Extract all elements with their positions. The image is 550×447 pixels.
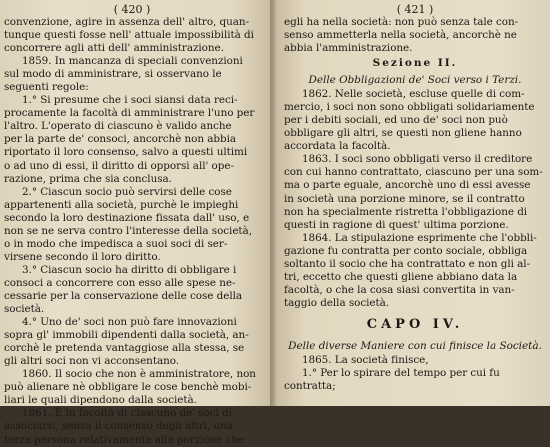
left-page-number: ( 420 ) [113, 3, 151, 16]
right-page [272, 0, 550, 406]
text-line: terza persona relativamente alla porzione che [4, 433, 245, 446]
text-line: 1864. La stipulazione esprimente che l'obbli- [302, 231, 537, 244]
text-line: 1.° Per lo spirare del tempo per cui fu [302, 366, 500, 379]
text-line: cessarie per la conservazione delle cose della [4, 289, 243, 302]
right-page-number: ( 421 ) [396, 3, 434, 16]
chapter-body [284, 354, 546, 393]
text-line: non se ne serva contro l'interesse della società, [4, 224, 252, 237]
text-line: 2.° Ciascun socio può servirsi delle cose [22, 185, 232, 198]
text-line: gli altri soci non vi acconsentano. [4, 355, 180, 368]
text-line: egli ha nella società: non può senza tale con- [284, 16, 519, 28]
text-line: contratta; [284, 380, 336, 393]
chapter-subheading: Delle diverse Maniere con cui finisce la Società. [288, 339, 542, 352]
text-line: riportato il loro consenso, salvo a questi ultimi [4, 146, 248, 159]
text-line: questi in ragione di quest' ultima porzione. [284, 218, 509, 231]
text-line: facoltà, o che la cosa siasi convertita in van- [284, 283, 515, 296]
text-line: 1.° Si presume che i soci siansi data reci- [22, 94, 238, 107]
left-page-body [4, 16, 260, 447]
text-line: tri, eccetto che questi gliene abbiano data la [284, 270, 518, 283]
text-line: o ad uno di essi, il diritto di opporsi all' ope- [4, 159, 234, 172]
text-line: 1859. In mancanza di speciali convenzioni [22, 55, 243, 68]
chapter-heading: CAPO IV. [366, 316, 464, 332]
text-line: 1861. È in facoltà di ciascuno de' soci di [22, 407, 232, 420]
text-line: 1865. La società finisce, [302, 353, 429, 366]
text-line: 4.° Uno de' soci non può fare innovazioni [22, 316, 237, 329]
text-line: liari le quali dipendono dalla società. [4, 394, 197, 407]
text-line: con cui hanno contrattato, ciascuno per una som- [284, 166, 543, 179]
text-line: tunque questi fosse nell' attuale impossibilità di [4, 29, 254, 42]
text-line: soltanto il socio che ha contrattato e non gli al- [284, 257, 531, 270]
text-line: o in modo che impedisca a suoi soci di ser- [4, 237, 228, 250]
text-line: secondo la loro destinazione fissata dall' uso, e [4, 211, 250, 224]
section-subheading: Delle Obbligazioni de' Soci verso i Terzi. [308, 74, 522, 87]
text-line: accordata la facoltà. [284, 140, 391, 153]
text-line: appartenenti alla società, purchè le impieghi [4, 198, 239, 211]
text-line: per la parte de' consoci, ancorchè non abbia [4, 133, 237, 146]
text-line: l'altro. L'operato di ciascuno è valido anche [4, 120, 232, 133]
text-line: società. [4, 303, 45, 316]
text-line: associarsi, senza il consenso degli altri, una [4, 420, 233, 433]
text-line: razione, prima che sia conclusa. [4, 172, 172, 185]
text-line: non ha specialmente ristretta l'obbligazione di [284, 205, 528, 218]
text-line: virsene secondo il loro diritto. [4, 250, 161, 263]
text-line: obbligare gli altri, se questi non gliene hanno [284, 127, 522, 140]
text-line: sopra gl' immobili dipendenti dalla società, an- [4, 329, 249, 342]
left-page [0, 0, 272, 446]
text-line: 1862. Nelle società, escluse quelle di com- [302, 88, 525, 101]
text-line: corchè le pretenda vantaggiose alla stessa, se [4, 342, 245, 355]
text-line: 3.° Ciascun socio ha diritto di obbligare i [22, 263, 237, 276]
text-line: 1863. I soci sono obbligati verso il creditore [302, 153, 533, 166]
text-line: senso ammetterla nella società, ancorchè ne [284, 29, 517, 42]
section-heading: Sezione II. [372, 57, 458, 70]
text-line: sul modo di amministrare, si osservano le [4, 68, 222, 81]
text-line: in società una porzione minore, se il contratto [284, 192, 525, 205]
text-line: convenzione, agire in assenza dell' altro, quan- [4, 16, 250, 28]
text-line: procamente la facoltà di amministrare l'uno per [4, 107, 255, 120]
text-line: ma o parte eguale, ancorchè uno di essi avesse [284, 179, 531, 192]
text-line: 1860. Il socio che non è amministratore, non [22, 368, 256, 381]
text-line: taggio della società. [284, 296, 390, 309]
text-line: per i debiti sociali, ed uno de' soci non può [284, 114, 508, 127]
book-gutter [270, 0, 276, 406]
text-line: seguenti regole: [4, 81, 89, 94]
right-page-intro [284, 16, 546, 55]
section-body [284, 88, 546, 310]
text-line: concorrere agli atti dell' amministrazione. [4, 42, 224, 55]
text-line: consoci a concorrere con esso alle spese ne- [4, 276, 236, 289]
text-line: gazione fu contratta per conto sociale, obbliga [284, 244, 528, 257]
text-line: mercio, i soci non sono obbligati solidariamente [284, 101, 535, 114]
text-line: può alienare nè obbligare le cose benchè mobi- [4, 381, 252, 394]
text-line: abbia l'amministrazione. [284, 42, 413, 55]
